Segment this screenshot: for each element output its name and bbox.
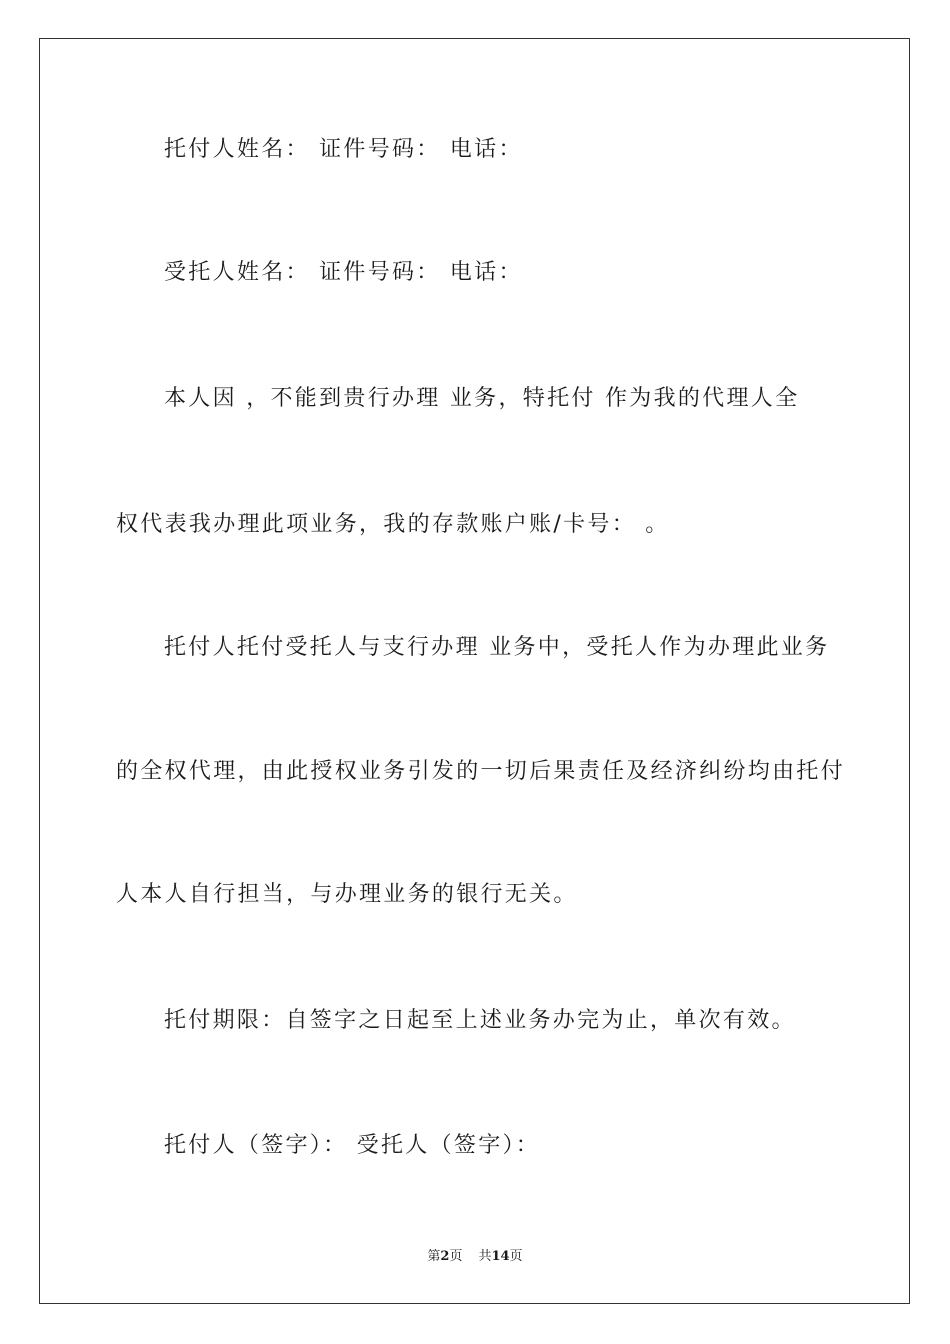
total-pages: 14 [491,1249,510,1264]
body-paragraph-2-line-1: 托付人托付受托人与支行办理 业务中，受托人作为办理此业务 [164,635,830,660]
signature-line: 托付人（签字）： 受托人（签字）： [164,1133,541,1158]
body-paragraph-1-line-2: 权代表我办理此项业务，我的存款账户账/卡号： 。 [116,512,670,537]
principal-info-line: 托付人姓名： 证件号码： 电话： [164,137,523,162]
agent-info-line: 受托人姓名： 证件号码： 电话： [164,260,523,285]
page-suffix: 页 [449,1249,463,1264]
body-paragraph-2-line-2: 的全权代理，由此授权业务引发的一切后果责任及经济纠纷均由托付 [116,759,846,784]
page-prefix: 第 [427,1249,441,1264]
page-frame [39,38,910,1304]
validity-period-line: 托付期限：自签字之日起至上述业务办完为止，单次有效。 [164,1008,796,1033]
page-footer [0,1249,950,1265]
total-suffix: 页 [509,1249,523,1264]
total-prefix: 共 [478,1249,492,1264]
body-paragraph-1-line-1: 本人因 ，不能到贵行办理 业务，特托付 作为我的代理人全 [164,386,800,411]
body-paragraph-2-line-3: 人本人自行担当，与办理业务的银行无关。 [116,882,578,907]
page-number: 2 [440,1249,450,1264]
